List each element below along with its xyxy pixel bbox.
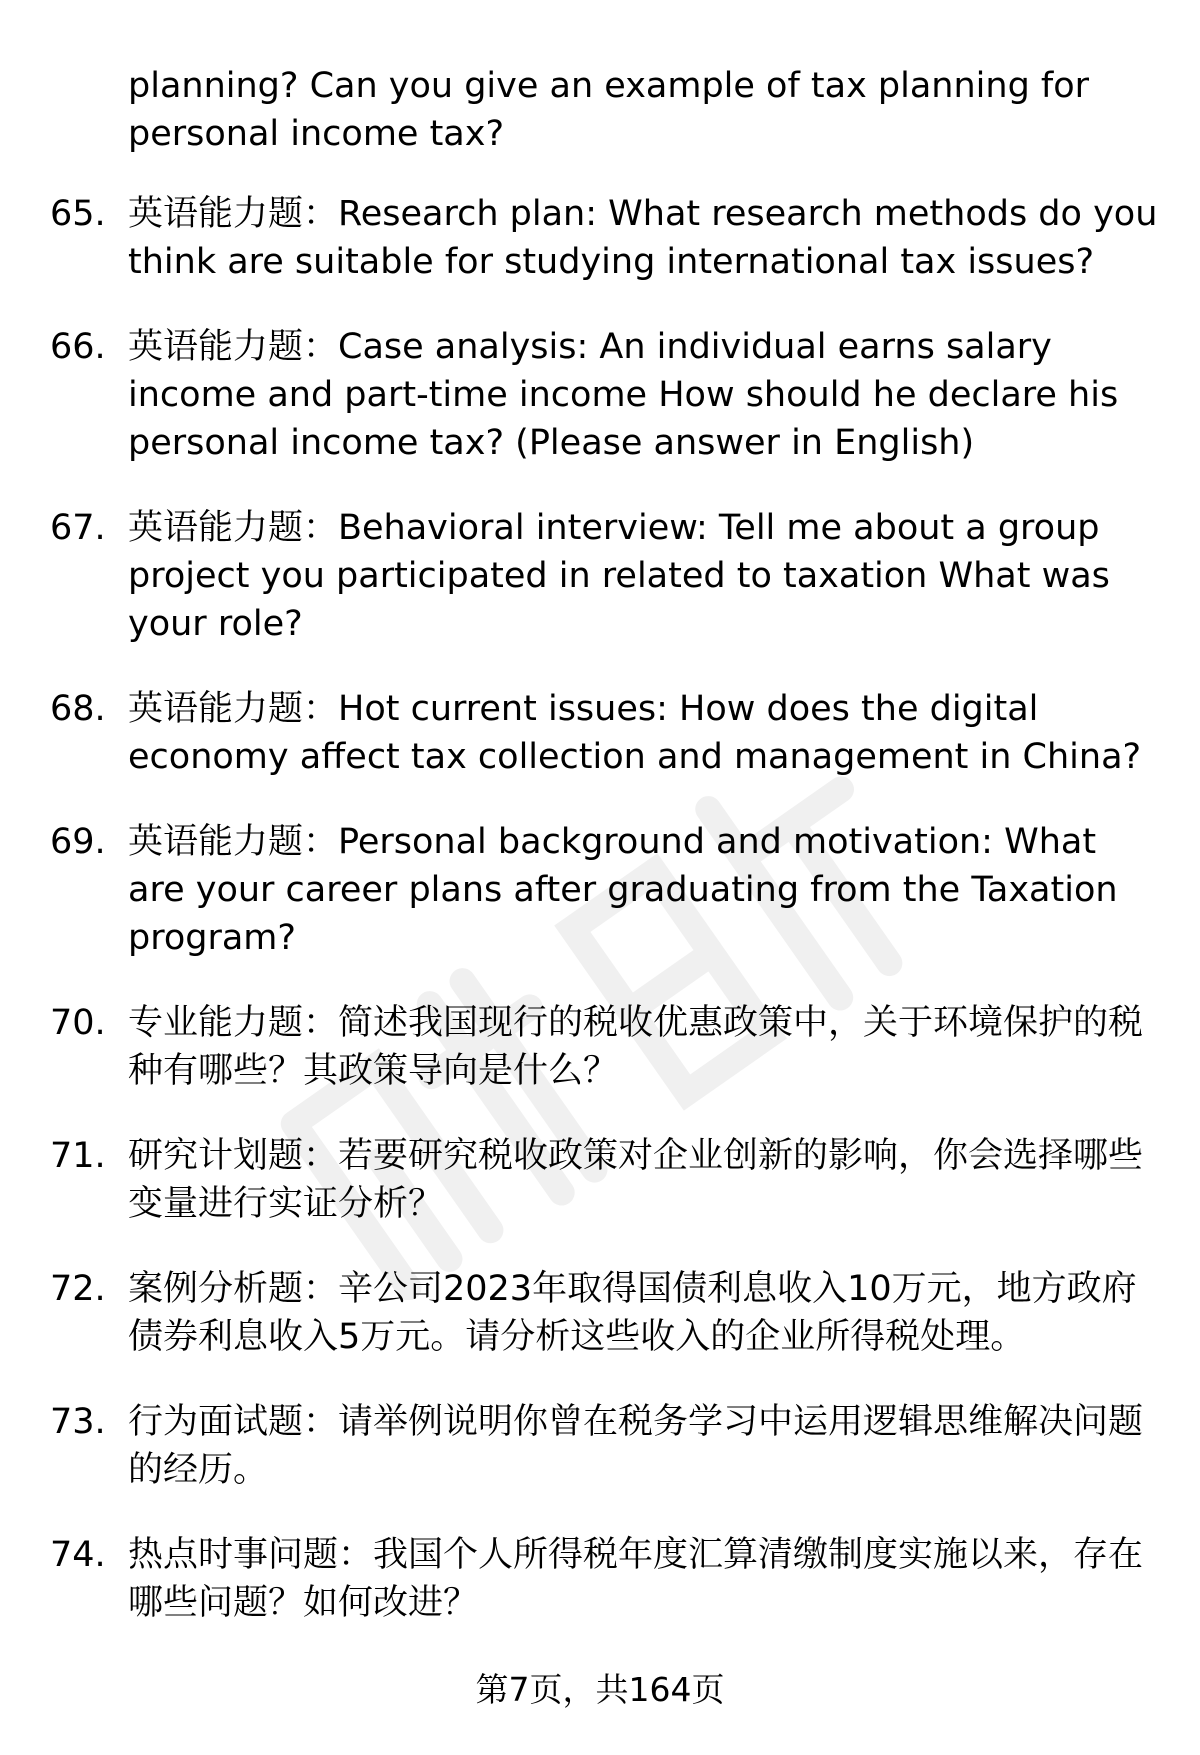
question-number: 66. [50,327,106,367]
page-footer: 第7页，共164页 [475,1670,725,1709]
question-number: 73. [50,1402,106,1442]
question-text: 英语能力题：Hot current issues: How does the digital economy affect tax collection and management in China? [128,689,1142,777]
list-item [50,323,1160,467]
question-number: 69. [50,822,106,862]
question-text: 研究计划题：若要研究税收政策对企业创新的影响，你会选择哪些变量进行实证分析？ [128,1136,1144,1224]
question-text: 热点时事问题：我国个人所得税年度汇算清缴制度实施以来，存在哪些问题？如何改进？ [128,1535,1144,1623]
question-number: 74. [50,1535,106,1575]
question-text: 英语能力题：Research plan: What research methods do you think are suitable for studying international tax issues? [128,194,1158,282]
list-item [50,1531,1160,1627]
question-number: 72. [50,1269,106,1309]
list-item [50,190,1160,286]
question-number: 65. [50,194,106,234]
question-text: 英语能力题：Case analysis: An individual earns salary income and part-time income How should he declare his personal income tax? (Please answer in English) [128,327,1119,463]
list-item [50,1265,1160,1361]
question-number: 70. [50,1003,106,1043]
question-number: 68. [50,689,106,729]
question-text: 行为面试题：请举例说明你曾在税务学习中运用逻辑思维解决问题的经历。 [128,1402,1144,1490]
question-number: 67. [50,508,106,548]
list-item [50,999,1160,1095]
question-text: 案例分析题：辛公司2023年取得国债利息收入10万元，地方政府债券利息收入5万元。请分析这些收入的企业所得税处理。 [128,1269,1137,1357]
question-number: 71. [50,1136,106,1176]
list-item [50,1398,1160,1494]
list-item [50,1132,1160,1228]
question-text: 英语能力题：Personal background and motivation: What are your career plans after graduating from the Taxation program? [128,822,1118,958]
question-list [50,190,1160,1664]
list-item [50,685,1160,781]
question-text: 专业能力题：简述我国现行的税收优惠政策中，关于环境保护的税种有哪些？其政策导向是什么？ [128,1003,1144,1091]
list-item [50,504,1160,648]
continuation-text: planning? Can you give an example of tax planning for personal income tax? [128,66,1090,154]
question-text: 英语能力题：Behavioral interview: Tell me about a group project you participated in related to taxation What was your role? [128,508,1110,644]
list-item [50,818,1160,962]
